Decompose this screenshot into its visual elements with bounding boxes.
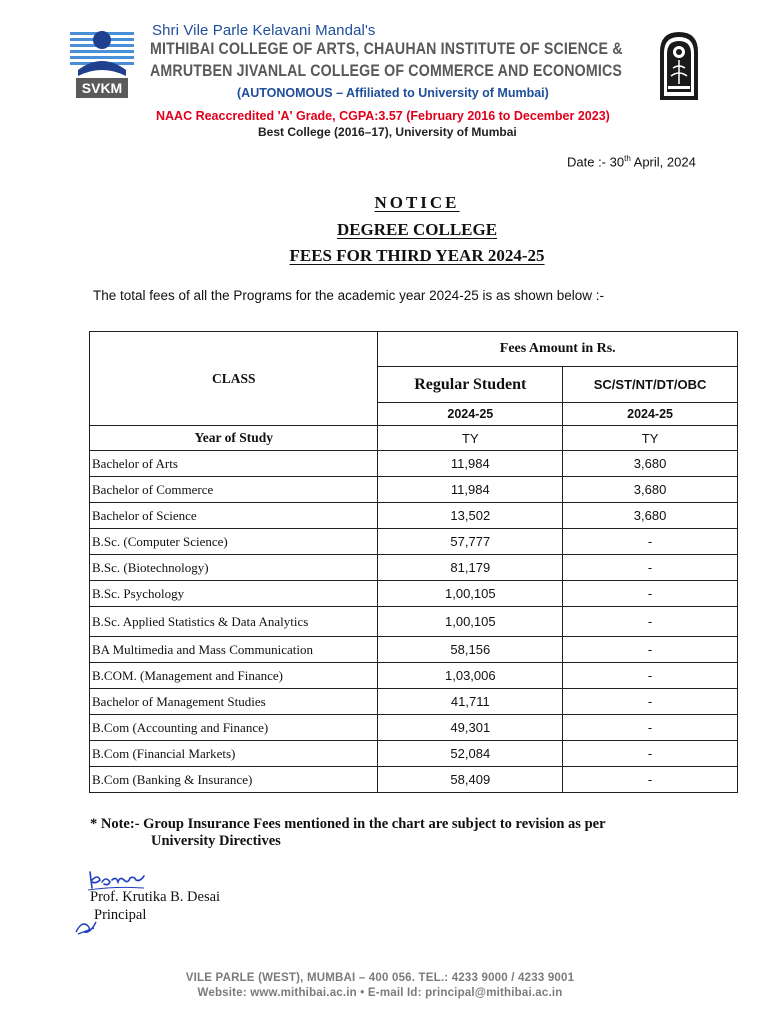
regular-fee: 1,00,105: [378, 581, 563, 607]
ty-regular: TY: [378, 426, 563, 451]
notice-title: NOTICE: [374, 193, 460, 212]
regular-fee: 58,409: [378, 767, 563, 793]
notice-date: [567, 154, 696, 169]
regular-fee: 81,179: [378, 555, 563, 581]
date-prefix: Date :- 30: [567, 154, 625, 170]
program-name: Bachelor of Science: [90, 503, 378, 529]
notice-intro: The total fees of all the Programs for the academic year 2024-25 is as shown below :-: [93, 288, 605, 303]
affiliation: (AUTONOMOUS – Affiliated to University of Mumbai): [237, 86, 549, 100]
table-row: [90, 715, 738, 741]
footer-address: VILE PARLE (WEST), MUMBAI – 400 056. TEL.: 4233 9000 / 4233 9001: [185, 972, 575, 984]
regular-fee: 13,502: [378, 503, 563, 529]
notice-fees-title: FEES FOR THIRD YEAR 2024-25: [289, 246, 545, 265]
reserved-fee: -: [563, 607, 738, 637]
program-name: B.Com (Financial Markets): [90, 741, 378, 767]
note: * Note:- Group Insurance Fees mentioned in the chart are subject to revision as per: [90, 816, 606, 832]
signatory-title: Principal: [94, 907, 147, 923]
program-name: B.Sc. (Computer Science): [90, 529, 378, 555]
best-college-award: Best College (2016–17), University of Mumbai: [258, 125, 517, 139]
ty-reserved: TY: [563, 426, 738, 451]
year-of-study-header: Year of Study: [90, 426, 378, 451]
reserved-category-header: SC/ST/NT/DT/OBC: [563, 367, 738, 403]
note-continuation: University Directives: [151, 833, 281, 849]
date-rest: April, 2024: [630, 154, 696, 170]
fee-rows: [90, 451, 738, 793]
reserved-fee: -: [563, 529, 738, 555]
program-name: Bachelor of Commerce: [90, 477, 378, 503]
reserved-fee: 3,680: [563, 477, 738, 503]
table-row: [90, 663, 738, 689]
reserved-fee: -: [563, 689, 738, 715]
reserved-fee: -: [563, 767, 738, 793]
program-name: B.Sc. Psychology: [90, 581, 378, 607]
svkm-logo-emblem: [70, 31, 134, 76]
svkm-logo: [68, 18, 136, 102]
regular-fee: 1,00,105: [378, 607, 563, 637]
initial-mark-icon: [74, 918, 98, 936]
table-row: [90, 767, 738, 793]
reserved-fee: -: [563, 663, 738, 689]
naac-accreditation: NAAC Reaccredited 'A' Grade, CGPA:3.57 (February 2016 to December 2023): [156, 109, 610, 123]
program-name: B.Com (Accounting and Finance): [90, 715, 378, 741]
fees-table: [89, 331, 738, 793]
table-row: [90, 503, 738, 529]
regular-student-header: Regular Student: [378, 367, 563, 403]
regular-fee: 41,711: [378, 689, 563, 715]
table-row: [90, 477, 738, 503]
table-row: [90, 689, 738, 715]
program-name: Bachelor of Arts: [90, 451, 378, 477]
table-row: [90, 607, 738, 637]
reserved-fee: -: [563, 581, 738, 607]
signatory-name: Prof. Krutika B. Desai: [90, 889, 221, 905]
reserved-fee: 3,680: [563, 503, 738, 529]
regular-fee: 1,03,006: [378, 663, 563, 689]
year-regular: 2024-25: [378, 403, 563, 426]
reserved-fee: 3,680: [563, 451, 738, 477]
date-suffix: th: [624, 154, 631, 163]
table-row: [90, 555, 738, 581]
table-row: [90, 451, 738, 477]
reserved-fee: -: [563, 741, 738, 767]
regular-fee: 49,301: [378, 715, 563, 741]
table-row: [90, 741, 738, 767]
program-name: Bachelor of Management Studies: [90, 689, 378, 715]
college-name-line2: AMRUTBEN JIVANLAL COLLEGE OF COMMERCE AND ECONOMICS: [150, 62, 623, 80]
table-row: [90, 581, 738, 607]
notice-subtitle: DEGREE COLLEGE: [336, 220, 498, 239]
table-row: [90, 529, 738, 555]
program-name: B.COM. (Management and Finance): [90, 663, 378, 689]
program-name: B.Sc. Applied Statistics & Data Analytics: [90, 607, 378, 637]
trust-name: Shri Vile Parle Kelavani Mandal's: [152, 22, 376, 39]
fees-amount-header: Fees Amount in Rs.: [378, 332, 738, 367]
college-name-line1: MITHIBAI COLLEGE OF ARTS, CHAUHAN INSTITUTE OF SCIENCE &: [150, 40, 623, 58]
year-reserved: 2024-25: [563, 403, 738, 426]
regular-fee: 52,084: [378, 741, 563, 767]
college-crest-icon: [656, 28, 702, 104]
reserved-fee: -: [563, 637, 738, 663]
program-name: B.Sc. (Biotechnology): [90, 555, 378, 581]
reserved-fee: -: [563, 715, 738, 741]
footer-contact: Website: www.mithibai.ac.in • E-mail Id: principal@mithibai.ac.in: [197, 987, 563, 999]
reserved-fee: -: [563, 555, 738, 581]
table-row: [90, 637, 738, 663]
regular-fee: 57,777: [378, 529, 563, 555]
svkm-logo-text: SVKM: [81, 80, 123, 96]
class-header: CLASS: [90, 332, 378, 426]
regular-fee: 58,156: [378, 637, 563, 663]
regular-fee: 11,984: [378, 451, 563, 477]
regular-fee: 11,984: [378, 477, 563, 503]
program-name: BA Multimedia and Mass Communication: [90, 637, 378, 663]
program-name: B.Com (Banking & Insurance): [90, 767, 378, 793]
